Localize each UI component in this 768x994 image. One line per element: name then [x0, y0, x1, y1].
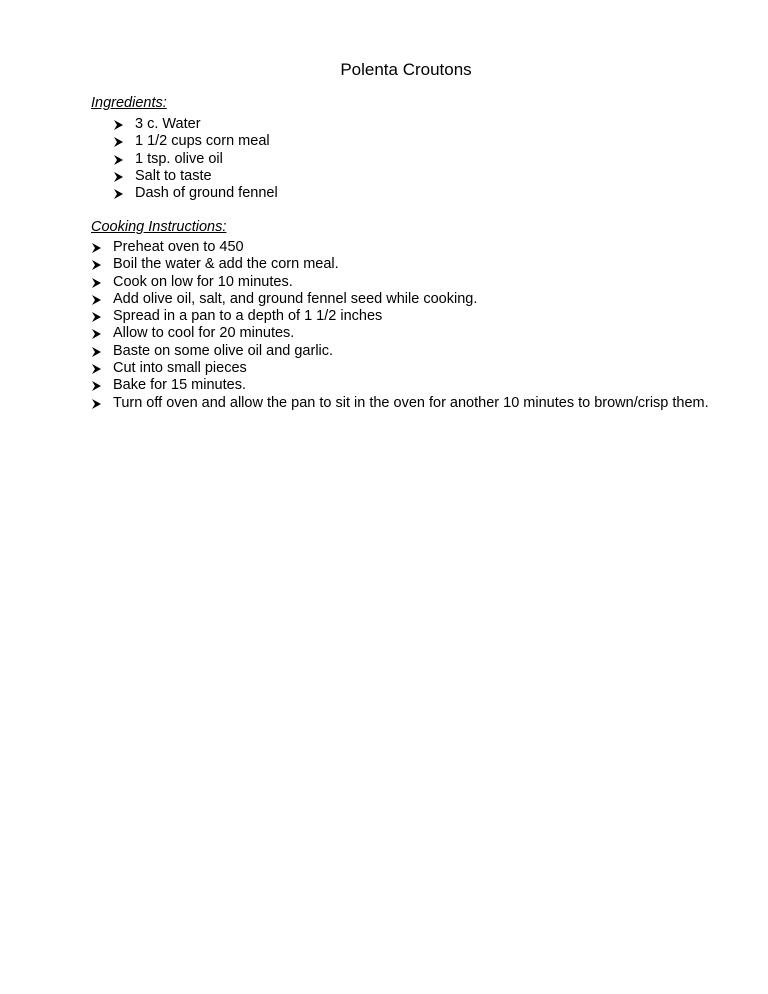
arrowhead-bullet-icon	[113, 168, 127, 185]
arrowhead-bullet-icon	[91, 256, 105, 273]
ingredient-text: Salt to taste	[135, 167, 212, 184]
arrowhead-bullet-icon	[91, 308, 105, 325]
list-item	[91, 395, 711, 412]
list-item	[91, 291, 711, 308]
instructions-list	[91, 239, 711, 412]
arrowhead-bullet-icon	[91, 395, 105, 412]
ingredient-text: 1 1/2 cups corn meal	[135, 133, 270, 150]
ingredients-list	[113, 116, 278, 202]
list-item	[91, 343, 711, 360]
list-item	[91, 325, 711, 342]
instruction-text: Turn off oven and allow the pan to sit in the oven for another 10 minutes to brown/crisp them.	[113, 394, 709, 411]
arrowhead-bullet-icon	[91, 343, 105, 360]
instruction-text: Cook on low for 10 minutes.	[113, 273, 293, 290]
list-item	[91, 360, 711, 377]
arrowhead-bullet-icon	[91, 377, 105, 394]
list-item	[91, 377, 711, 394]
arrowhead-bullet-icon	[91, 325, 105, 342]
ingredient-text: 3 c. Water	[135, 116, 201, 132]
instruction-text: Preheat oven to 450	[113, 239, 244, 255]
arrowhead-bullet-icon	[91, 360, 105, 377]
ingredients-heading: Ingredients:	[91, 95, 167, 111]
arrowhead-bullet-icon	[113, 116, 127, 133]
list-item	[91, 274, 711, 291]
list-item	[113, 168, 278, 185]
arrowhead-bullet-icon	[91, 239, 105, 256]
arrowhead-bullet-icon	[113, 133, 127, 150]
page-title: Polenta Croutons	[340, 60, 472, 79]
instruction-text: Baste on some olive oil and garlic.	[113, 342, 334, 359]
ingredient-text: Dash of ground fennel	[135, 185, 278, 202]
list-item	[91, 256, 711, 273]
list-item	[113, 133, 278, 150]
arrowhead-bullet-icon	[91, 274, 105, 291]
list-item	[113, 116, 278, 133]
instructions-heading: Cooking Instructions:	[91, 219, 227, 235]
instruction-text: Spread in a pan to a depth of 1 1/2 inches	[113, 308, 383, 325]
list-item	[113, 151, 278, 168]
instruction-text: Boil the water & add the corn meal.	[113, 256, 339, 273]
arrowhead-bullet-icon	[113, 151, 127, 168]
instruction-text: Allow to cool for 20 minutes.	[113, 325, 295, 342]
instruction-text: Add olive oil, salt, and ground fennel seed while cooking.	[113, 290, 478, 307]
arrowhead-bullet-icon	[113, 185, 127, 202]
list-item	[113, 185, 278, 202]
instruction-text: Bake for 15 minutes.	[113, 377, 246, 394]
list-item	[91, 239, 711, 256]
arrowhead-bullet-icon	[91, 291, 105, 308]
instruction-text: Cut into small pieces	[113, 360, 247, 377]
list-item	[91, 308, 711, 325]
ingredient-text: 1 tsp. olive oil	[135, 150, 223, 167]
